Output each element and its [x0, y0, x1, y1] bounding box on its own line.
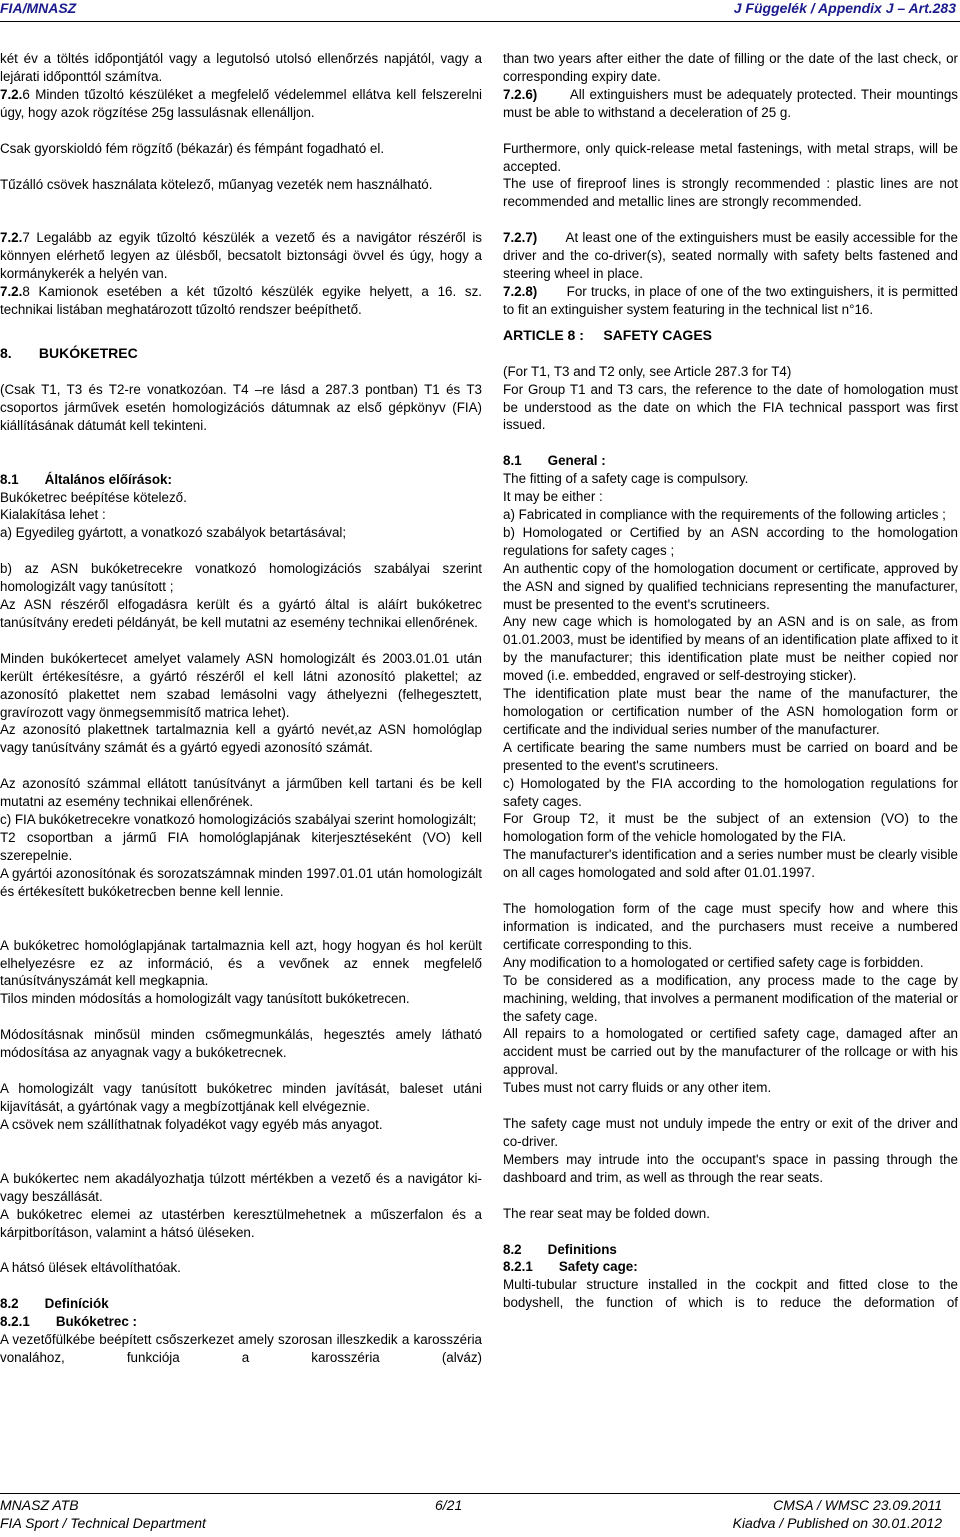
paragraph [503, 363, 958, 381]
paragraph [0, 829, 482, 865]
subsection-heading: 8.1 General : [503, 453, 606, 469]
paragraph-text: The fitting of a safety cage is compulsory. [503, 471, 749, 487]
paragraph [503, 1205, 958, 1223]
paragraph [0, 990, 482, 1008]
paragraph-text: The homologation form of the cage must specify how and where this information is indicated, and the purchasers must receive a numbered certificate corresponding to this. [503, 901, 958, 952]
paragraph-text: b) az ASN bukóketrecekre vonatkozó homologizációs szabályai szerint homologizált vagy tanúsított ; [0, 561, 482, 595]
footer-dept: FIA Sport / Technical Department [0, 1515, 206, 1531]
subsection-heading: 8.1 Általános előírások: [0, 471, 172, 487]
footer-left [0, 1496, 206, 1532]
paragraph [503, 1276, 958, 1312]
hungarian-column [0, 50, 482, 1367]
paragraph-text: A vezetőfülkébe beépített csőszerkezet amely szorosan illeszkedik a karosszéria vonalához, funkciója a karosszéria (alváz) [0, 1332, 482, 1366]
paragraph [503, 810, 958, 846]
clause-number: 7.2. [0, 230, 23, 246]
paragraph [0, 1080, 482, 1116]
page-header [0, 0, 960, 22]
paragraph-text: Furthermore, only quick-release metal fastenings, with metal straps, will be accepted. [503, 140, 958, 174]
paragraph-text: Tűzálló csövek használata kötelező, műanyag vezeték nem használható. [0, 176, 433, 192]
paragraph [0, 524, 482, 542]
paragraph [0, 489, 482, 507]
paragraph [503, 900, 958, 954]
paragraph [503, 1151, 958, 1187]
paragraph-text: The safety cage must not unduly impede the entry or exit of the driver and co-driver. [503, 1116, 958, 1149]
paragraph [0, 1026, 482, 1062]
paragraph [0, 506, 482, 524]
footer-right [733, 1496, 942, 1532]
clause-number: 7.2.7) [503, 230, 538, 246]
paragraph [503, 685, 958, 739]
paragraph-text: A certificate bearing the same numbers must be carried on board and be presented to the event's scrutineers. [503, 739, 958, 773]
paragraph-text: At least one of the extinguishers must be easily accessible for the driver and the co-driver(s), seated normally with safety belts fastened and steering wheel in place. [503, 230, 958, 282]
paragraph-text: Multi-tubular structure installed in the cockpit and fitted close to the bodyshell, the function of which is to reduce the deformation of [503, 1277, 958, 1311]
clause-number: 7.2. [0, 86, 23, 102]
paragraph-text: Az ASN részéről elfogadásra került és a gyártó által is aláírt bukóketrec tanúsítvány eredeti példányát, be kell mutatni az esemény technikai ellenőrének. [0, 597, 482, 630]
paragraph-text: A hátsó ülések eltávolíthatóak. [0, 1260, 181, 1276]
paragraph [0, 381, 482, 435]
page-number: 6/21 [435, 1497, 463, 1513]
footer-org: MNASZ ATB [0, 1497, 79, 1513]
paragraph [0, 1170, 482, 1206]
paragraph-text: All extinguishers must be adequately protected. Their mountings must be able to withstand a deceleration of 25 g. [503, 86, 958, 120]
footer-published-date: Kiadva / Published on 30.01.2012 [732, 1515, 942, 1531]
paragraph [503, 50, 958, 86]
section-heading: 8. BUKÓKETREC [0, 344, 138, 361]
paragraph [503, 488, 958, 506]
paragraph-text: Kialakítása lehet : [0, 507, 106, 523]
paragraph [503, 381, 958, 435]
paragraph-text: 8 Kamionok esetében a két tűzoltó készülék egyike helyett, a 16. sz. technikai listában meghatározott tűzoltó rendszer beépíthető. [0, 284, 482, 318]
paragraph-text: A homologizált vagy tanúsított bukóketrec minden javítását, baleset utáni kijavítását, a gyártónak vagy a megbízottjának kell elvégeznie. [0, 1081, 482, 1114]
paragraph [503, 560, 958, 614]
paragraph [0, 865, 482, 901]
paragraph-text: 6 Minden tűzoltó készüléket a megfelelő védelemmel ellátva kell felszerelni úgy, hogy azok rögzítése 25g lassulásnak ellenálljon. [0, 86, 482, 120]
paragraph [503, 972, 958, 1026]
paragraph-text: than two years after either the date of filling or the date of the last check, or corresponding expiry date. [503, 51, 958, 84]
paragraph-text: 7 Legalább az egyik tűzoltó készülék a vezető és a navigátor részéről is könnyen elérhető legyen az ülésből, becsatolt biztonsági övvel és úgy, hogy a kormánykerék a helyén van. [0, 230, 482, 282]
paragraph [503, 1025, 958, 1079]
paragraph [0, 650, 482, 722]
paragraph-text: T2 csoportban a jármű FIA homológlapjának kiterjesztéseként (VO) kell szerepelnie. [0, 830, 482, 863]
paragraph-text: Az azonosító számmal ellátott tanúsítványt a járműben kell tartani és be kell mutatni az esemény technikai ellenőrének. [0, 776, 482, 810]
paragraph-text: Members may intrude into the occupant's space in passing through the dashboard and trim, as well as through the rear seats. [503, 1151, 958, 1185]
paragraph-text: Az azonosító plakettnek tartalmaznia kell a gyártó nevét,az ASN homológlap vagy tanúsítvány számát és a gyártó egyedi azonosító számát. [0, 722, 482, 756]
paragraph [503, 954, 958, 972]
paragraph [0, 596, 482, 632]
paragraph-text: A bukóketrec elemei az utastérben keresztülmehetnek a műszerfalon és a kárpitborításon, valamint a hátsó üléseken. [0, 1206, 482, 1240]
paragraph [0, 1331, 482, 1367]
paragraph [503, 470, 958, 488]
paragraph-text: b) Homologated or Certified by an ASN according to the homologation regulations for safety cages ; [503, 524, 958, 558]
paragraph-text: Módosításnak minősül minden csőmegmunkálás, hegesztés amely látható módosítása az anyagnak vagy a bukóketrecnek. [0, 1027, 482, 1061]
paragraph [0, 811, 482, 829]
subsection-heading: 8.2 Definitions [503, 1241, 617, 1257]
paragraph-text: The identification plate must bear the name of the manufacturer, the homologation or certification number of the ASN homologation form or certificate and the individual series number of the manufacturer. [503, 686, 958, 737]
paragraph-text: The manufacturer's identification and a series number must be clearly visible on all cages homologated and sold after 01.01.1997. [503, 847, 958, 881]
paragraph [0, 140, 482, 158]
paragraph [503, 775, 958, 811]
paragraph [503, 846, 958, 882]
paragraph-text: két év a töltés időpontjától vagy a legutolsó utolsó ellenőrzés napjától, vagy a lejárati időponttól számítva. [0, 51, 482, 84]
paragraph-text: A bukókertec nem akadályozhatja túlzott mértékben a vezető és a navigátor ki- vagy beszállását. [0, 1170, 482, 1204]
paragraph-text: For trucks, in place of one of the two extinguishers, it is permitted to fit an extinguisher system featuring in the technical list n°16. [503, 283, 958, 317]
paragraph-text: Csak gyorskioldó fém rögzítő (békazár) és fémpánt fogadható el. [0, 140, 385, 156]
subsection-heading: 8.2 Definíciók [0, 1296, 109, 1312]
paragraph [0, 1116, 482, 1134]
subsection-heading: 8.2.1 Safety cage: [503, 1259, 638, 1275]
paragraph [0, 1259, 482, 1277]
paragraph [0, 937, 482, 991]
footer-wmsc-date: CMSA / WMSC 23.09.2011 [773, 1497, 942, 1513]
paragraph-text: a) Egyedileg gyártott, a vonatkozó szabályok betartásával; [0, 525, 347, 541]
paragraph-text: The use of fireproof lines is strongly recommended : plastic lines are not recommended and metallic lines are strongly recommended. [503, 176, 958, 210]
paragraph-text: Minden bukókertecet amelyet valamely ASN homologizált és 2003.01.01 után került értékesítésre, a gyártó részéről el kell látni azonosító plakettel; az azonosító plakettet nem szabad lemásolni vagy áthelyezni (felhegesztett, gravírozott vagy önmegsemmisítő matrica lehet). [0, 650, 482, 720]
paragraph [503, 613, 958, 685]
paragraph [503, 739, 958, 775]
paragraph-text: For Group T2, it must be the subject of an extension (VO) to the homologation form of the vehicle homologated by the FIA. [503, 811, 958, 845]
paragraph [0, 775, 482, 811]
clause-number: 7.2.6) [503, 86, 538, 102]
paragraph-text: c) FIA bukóketrecekre vonatkozó homologizációs szabályai szerint homologizált; [0, 812, 477, 828]
header-right: J Függelék / Appendix J – Art.283 [733, 0, 956, 16]
paragraph [503, 140, 958, 176]
subsection-heading: 8.2.1 Bukóketrec : [0, 1314, 137, 1330]
paragraph-text: c) Homologated by the FIA according to the homologation regulations for safety cages. [503, 775, 958, 809]
paragraph [503, 229, 958, 283]
paragraph [0, 229, 482, 283]
paragraph-text: It may be either : [503, 489, 603, 505]
paragraph [503, 1079, 958, 1097]
paragraph-text: An authentic copy of the homologation document or certificate, approved by the ASN and signed by qualified technicians representing the manufacturer, must be presented to the event's scrutineers. [503, 560, 958, 612]
english-column [503, 50, 958, 1312]
paragraph-text: a) Fabricated in compliance with the requirements of the following articles ; [503, 507, 946, 523]
paragraph-text: For Group T1 and T3 cars, the reference to the date of homologation must be understood as the date on which the FIA technical passport was first issued. [503, 381, 958, 433]
paragraph-text: Bukóketrec beépítése kötelező. [0, 489, 187, 505]
paragraph [503, 524, 958, 560]
paragraph [0, 50, 482, 86]
paragraph [503, 175, 958, 211]
clause-number: 7.2. [0, 284, 23, 300]
paragraph-text: A gyártói azonosítónak és sorozatszámnak minden 1997.01.01 után homologizált és értékesített bukóketrecben benne kell lennie. [0, 865, 482, 899]
paragraph [0, 1206, 482, 1242]
page-footer [0, 1493, 960, 1537]
paragraph-text: The rear seat may be folded down. [503, 1205, 710, 1221]
clause-number: 7.2.8) [503, 283, 538, 299]
paragraph-text: (Csak T1, T3 és T2-re vonatkozóan. T4 –re lásd a 287.3 pontban) T1 és T3 csoportos járművek esetén homologizációs dátumnak az első gépkönyv (FIA) kiállításának dátumát kell tekinteni. [0, 381, 482, 433]
paragraph [503, 283, 958, 319]
paragraph-text: Any new cage which is homologated by an ASN and is on sale, as from 01.01.2003, must be identified by means of an identification plate affixed to it by the manufacturer; this identification plate must be neither copied nor moved (i.e. embedded, engraved or self-destroying sticker). [503, 614, 958, 684]
paragraph [0, 721, 482, 757]
paragraph-text: A csövek nem szállíthatnak folyadékot vagy egyéb más anyagot. [0, 1116, 383, 1132]
paragraph-text: Any modification to a homologated or certified safety cage is forbidden. [503, 954, 924, 970]
paragraph [503, 86, 958, 122]
header-left: FIA/MNASZ [0, 0, 77, 16]
paragraph-text: To be considered as a modification, any process made to the cage by machining, welding, that involves a permanent modification of the material or the safety cage. [503, 972, 958, 1024]
paragraph [503, 1115, 958, 1151]
paragraph [0, 283, 482, 319]
paragraph [0, 560, 482, 596]
paragraph [0, 86, 482, 122]
paragraph-text: All repairs to a homologated or certified safety cage, damaged after an accident must be carried out by the manufacturer of the rollcage or with his approval. [503, 1026, 958, 1078]
paragraph-text: (For T1, T3 and T2 only, see Article 287.3 for T4) [503, 363, 792, 379]
section-heading: ARTICLE 8 : SAFETY CAGES [503, 326, 712, 343]
paragraph-text: Tubes must not carry fluids or any other item. [503, 1080, 772, 1096]
paragraph [0, 176, 482, 194]
paragraph-text: A bukóketrec homológlapjának tartalmaznia kell azt, hogy hogyan és hol került elhelyezésre ez az információ, és a vevőnek az ennek megfelelő tanúsítványszámát kell megkapnia. [0, 937, 482, 989]
paragraph-text: Tilos minden módosítás a homologizált vagy tanúsított bukóketrecen. [0, 991, 410, 1007]
paragraph [503, 506, 958, 524]
